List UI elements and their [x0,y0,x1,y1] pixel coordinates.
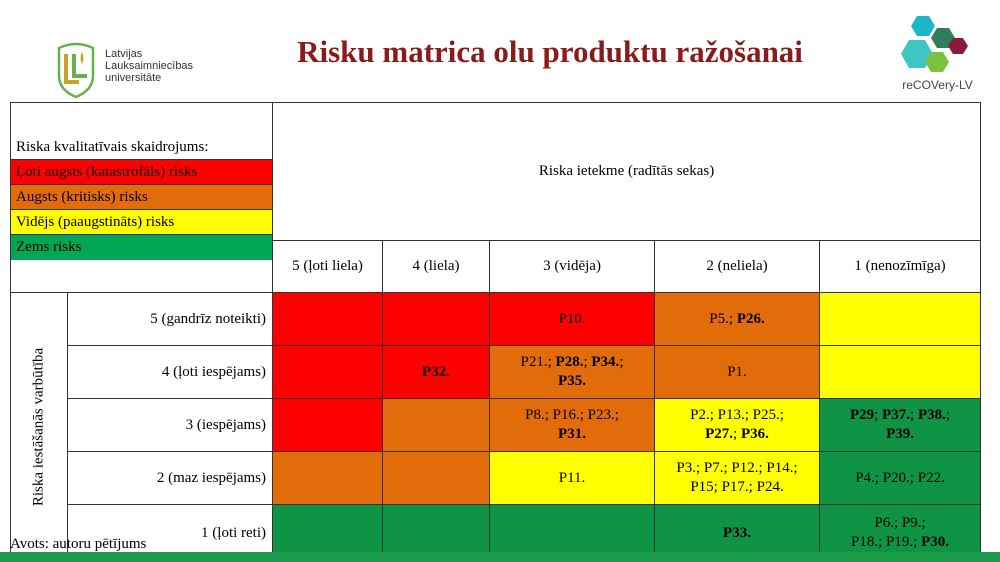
matrix-cell: P5.; P26. [655,293,820,346]
llu-emblem-icon [55,42,97,98]
matrix-cell [273,346,383,399]
matrix-cell [273,452,383,505]
matrix-cell: P33. [655,505,820,562]
matrix-cell [820,346,981,399]
page-title: Risku matrica olu produktu ražošanai [297,34,803,69]
matrix-cell: P11. [490,452,655,505]
matrix-cell [820,293,981,346]
legend-very-high: Ļoti augsts (katastrofāls) risks [11,160,272,185]
likelihood-row-1: 1 (ļoti reti) [68,505,273,562]
matrix-cell: P21.; P28.; P34.; P35. [490,346,655,399]
likelihood-row-3: 3 (iespējams) [68,399,273,452]
matrix-cell: P32. [383,346,490,399]
risk-matrix-table [10,102,981,562]
matrix-cell: P1. [655,346,820,399]
llu-logo-text: Latvijas Lauksaimniecības universitāte [105,48,194,84]
impact-col-4: 4 (liela) [383,241,490,293]
recovery-logo-text: reCOVery-LV [902,78,973,92]
matrix-cell [383,452,490,505]
legend-medium: Vidējs (paaugstināts) risks [11,210,272,235]
matrix-cell: P3.; P7.; P12.; P14.; P15; P17.; P24. [655,452,820,505]
matrix-cell [273,293,383,346]
bottom-accent-bar [0,552,1000,562]
matrix-cell: P4.; P20.; P22. [820,452,981,505]
matrix-cell: P29; P37.; P38.; P39. [820,399,981,452]
impact-col-5: 5 (ļoti liela) [273,241,383,293]
llu-logo [55,42,205,98]
recovery-lv-logo [895,14,980,96]
impact-col-3: 3 (vidēja) [490,241,655,293]
impact-col-1: 1 (nenozīmīga) [820,241,981,293]
matrix-cell: P10. [490,293,655,346]
matrix-cell: P6.; P9.; P18.; P19.; P30. [820,505,981,562]
impact-header: Riska ietekme (radītās sekas) [273,103,981,241]
legend-high: Augsts (kritisks) risks [11,185,272,210]
likelihood-row-5: 5 (gandrīz noteikti) [68,293,273,346]
recovery-hexagon-icon [895,14,980,76]
legend-low: Zems risks [11,235,272,260]
matrix-cell [383,399,490,452]
matrix-cell [273,399,383,452]
matrix-cell: P8.; P16.; P23.; P31. [490,399,655,452]
source-note: Avots: autoru pētījums [10,536,147,552]
matrix-cell [383,293,490,346]
legend-heading: Riska kvalitatīvais skaidrojums: [11,135,272,160]
likelihood-row-2: 2 (maz iespējams) [68,452,273,505]
impact-col-2: 2 (neliela) [655,241,820,293]
matrix-cell: P2.; P13.; P25.; P27.; P36. [655,399,820,452]
likelihood-row-4: 4 (ļoti iespējams) [68,346,273,399]
likelihood-header: Riska iestāšanās varbūtība [11,293,68,562]
risk-legend [11,103,273,293]
